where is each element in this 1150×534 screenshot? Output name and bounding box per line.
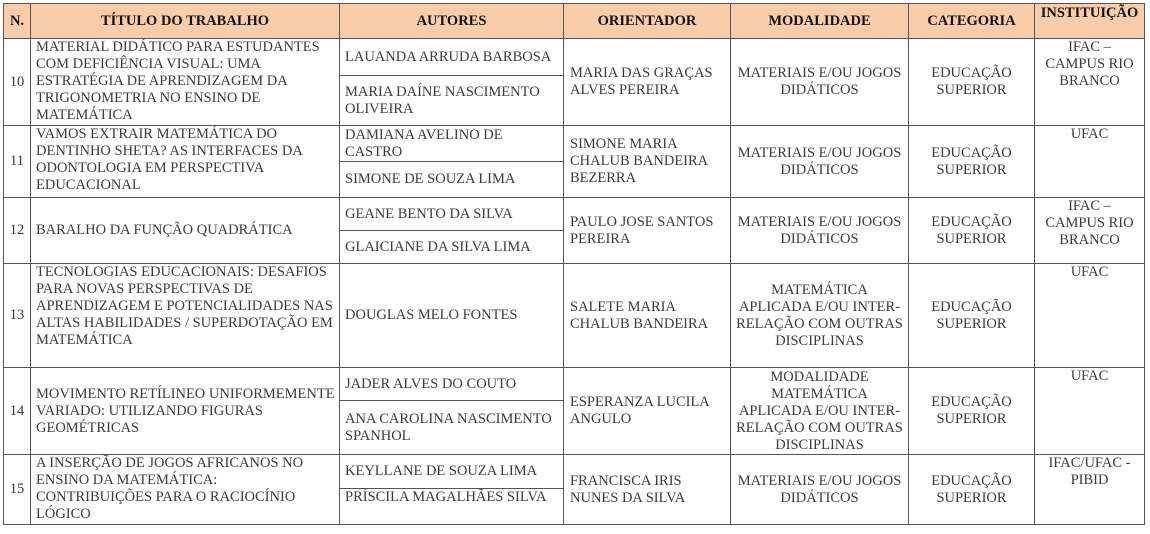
modality: MATEMÁTICA APLICADA E/OU INTER-RELAÇÃO COM OUTRAS DISCIPLINAS [731, 264, 909, 368]
author-name: GEANE BENTO DA SILVA [340, 198, 564, 231]
category: EDUCAÇÃO SUPERIOR [909, 368, 1035, 455]
advisor-name: PAULO JOSE SANTOS PEREIRA [564, 198, 731, 264]
author-name: SIMONE DE SOUZA LIMA [340, 162, 564, 198]
works-table [3, 3, 1145, 525]
work-title: MOVIMENTO RETÍLINEO UNIFORMEMENTE VARIADO: UTILIZANDO FIGURAS GEOMÉTRICAS [31, 368, 340, 455]
row-number: 11 [4, 126, 31, 198]
header-row [4, 4, 1145, 39]
category: EDUCAÇÃO SUPERIOR [909, 198, 1035, 264]
category: EDUCAÇÃO SUPERIOR [909, 455, 1035, 525]
author-name: LAUANDA ARRUDA BARBOSA [340, 39, 564, 76]
advisor-name: SALETE MARIA CHALUB BANDEIRA [564, 264, 731, 368]
institution: IFAC/UFAC - PIBID [1035, 455, 1145, 525]
table-row [4, 126, 1145, 162]
table-row [4, 455, 1145, 489]
work-title: TECNOLOGIAS EDUCACIONAIS: DESAFIOS PARA NOVAS PERSPECTIVAS DE APRENDIZAGEM E POTENCIALIDADES NAS ALTAS HABILIDADES / SUPERDOTAÇÃO EM MATEMÁTICA [31, 264, 340, 368]
header-modality: MODALIDADE [731, 4, 909, 39]
row-number: 13 [4, 264, 31, 368]
header-advisor: ORIENTADOR [564, 4, 731, 39]
row-number: 12 [4, 198, 31, 264]
header-authors: AUTORES [340, 4, 564, 39]
modality: MATERIAIS E/OU JOGOS DIDÁTICOS [731, 39, 909, 126]
row-number: 14 [4, 368, 31, 455]
author-name: ANA CAROLINA NASCIMENTO SPANHOL [340, 401, 564, 455]
author-name: GLAICIANE DA SILVA LIMA [340, 231, 564, 264]
modality: MATERIAIS E/OU JOGOS DIDÁTICOS [731, 198, 909, 264]
advisor-name: SIMONE MARIA CHALUB BANDEIRA BEZERRA [564, 126, 731, 198]
table-row [4, 264, 1145, 368]
header-title: TÍTULO DO TRABALHO [31, 4, 340, 39]
advisor-name: FRANCISCA IRIS NUNES DA SILVA [564, 455, 731, 525]
author-name: DAMIANA AVELINO DE CASTRO [340, 126, 564, 162]
row-number: 10 [4, 39, 31, 126]
author-name: DOUGLAS MELO FONTES [340, 264, 564, 368]
category: EDUCAÇÃO SUPERIOR [909, 126, 1035, 198]
table-row [4, 39, 1145, 76]
modality: MODALIDADE MATEMÁTICA APLICADA E/OU INTER-RELAÇÃO COM OUTRAS DISCIPLINAS [731, 368, 909, 455]
institution: UFAC [1035, 126, 1145, 198]
header-institution: INSTITUIÇÃO [1035, 4, 1145, 39]
header-category: CATEGORIA [909, 4, 1035, 39]
author-name: KEYLLANE DE SOUZA LIMA [340, 455, 564, 489]
table-row [4, 368, 1145, 401]
category: EDUCAÇÃO SUPERIOR [909, 39, 1035, 126]
institution: UFAC [1035, 368, 1145, 455]
author-name: MARIA DAÍNE NASCIMENTO OLIVEIRA [340, 76, 564, 126]
header-num: N. [4, 4, 31, 39]
institution: IFAC – CAMPUS RIO BRANCO [1035, 198, 1145, 264]
advisor-name: MARIA DAS GRAÇAS ALVES PEREIRA [564, 39, 731, 126]
institution: IFAC – CAMPUS RIO BRANCO [1035, 39, 1145, 126]
work-title: A INSERÇÃO DE JOGOS AFRICANOS NO ENSINO DA MATEMÁTICA: CONTRIBUIÇÕES PARA O RACIOCÍNIO LÓGICO [31, 455, 340, 525]
modality: MATERIAIS E/OU JOGOS DIDÁTICOS [731, 126, 909, 198]
advisor-name: ESPERANZA LUCILA ANGULO [564, 368, 731, 455]
work-title: VAMOS EXTRAIR MATEMÁTICA DO DENTINHO SHETA? AS INTERFACES DA ODONTOLOGIA EM PERSPECTIVA EDUCACIONAL [31, 126, 340, 198]
category: EDUCAÇÃO SUPERIOR [909, 264, 1035, 368]
modality: MATERIAIS E/OU JOGOS DIDÁTICOS [731, 455, 909, 525]
row-number: 15 [4, 455, 31, 525]
author-name: PRÍSCILA MAGALHÃES SILVA [340, 489, 564, 525]
work-title: MATERIAL DIDÁTICO PARA ESTUDANTES COM DEFICIÊNCIA VISUAL: UMA ESTRATÉGIA DE APRENDIZAGEM DA TRIGONOMETRIA NO ENSINO DE MATEMÁTICA [31, 39, 340, 126]
work-title: BARALHO DA FUNÇÃO QUADRÁTICA [31, 198, 340, 264]
author-name: JADER ALVES DO COUTO [340, 368, 564, 401]
institution: UFAC [1035, 264, 1145, 368]
table-row [4, 198, 1145, 231]
